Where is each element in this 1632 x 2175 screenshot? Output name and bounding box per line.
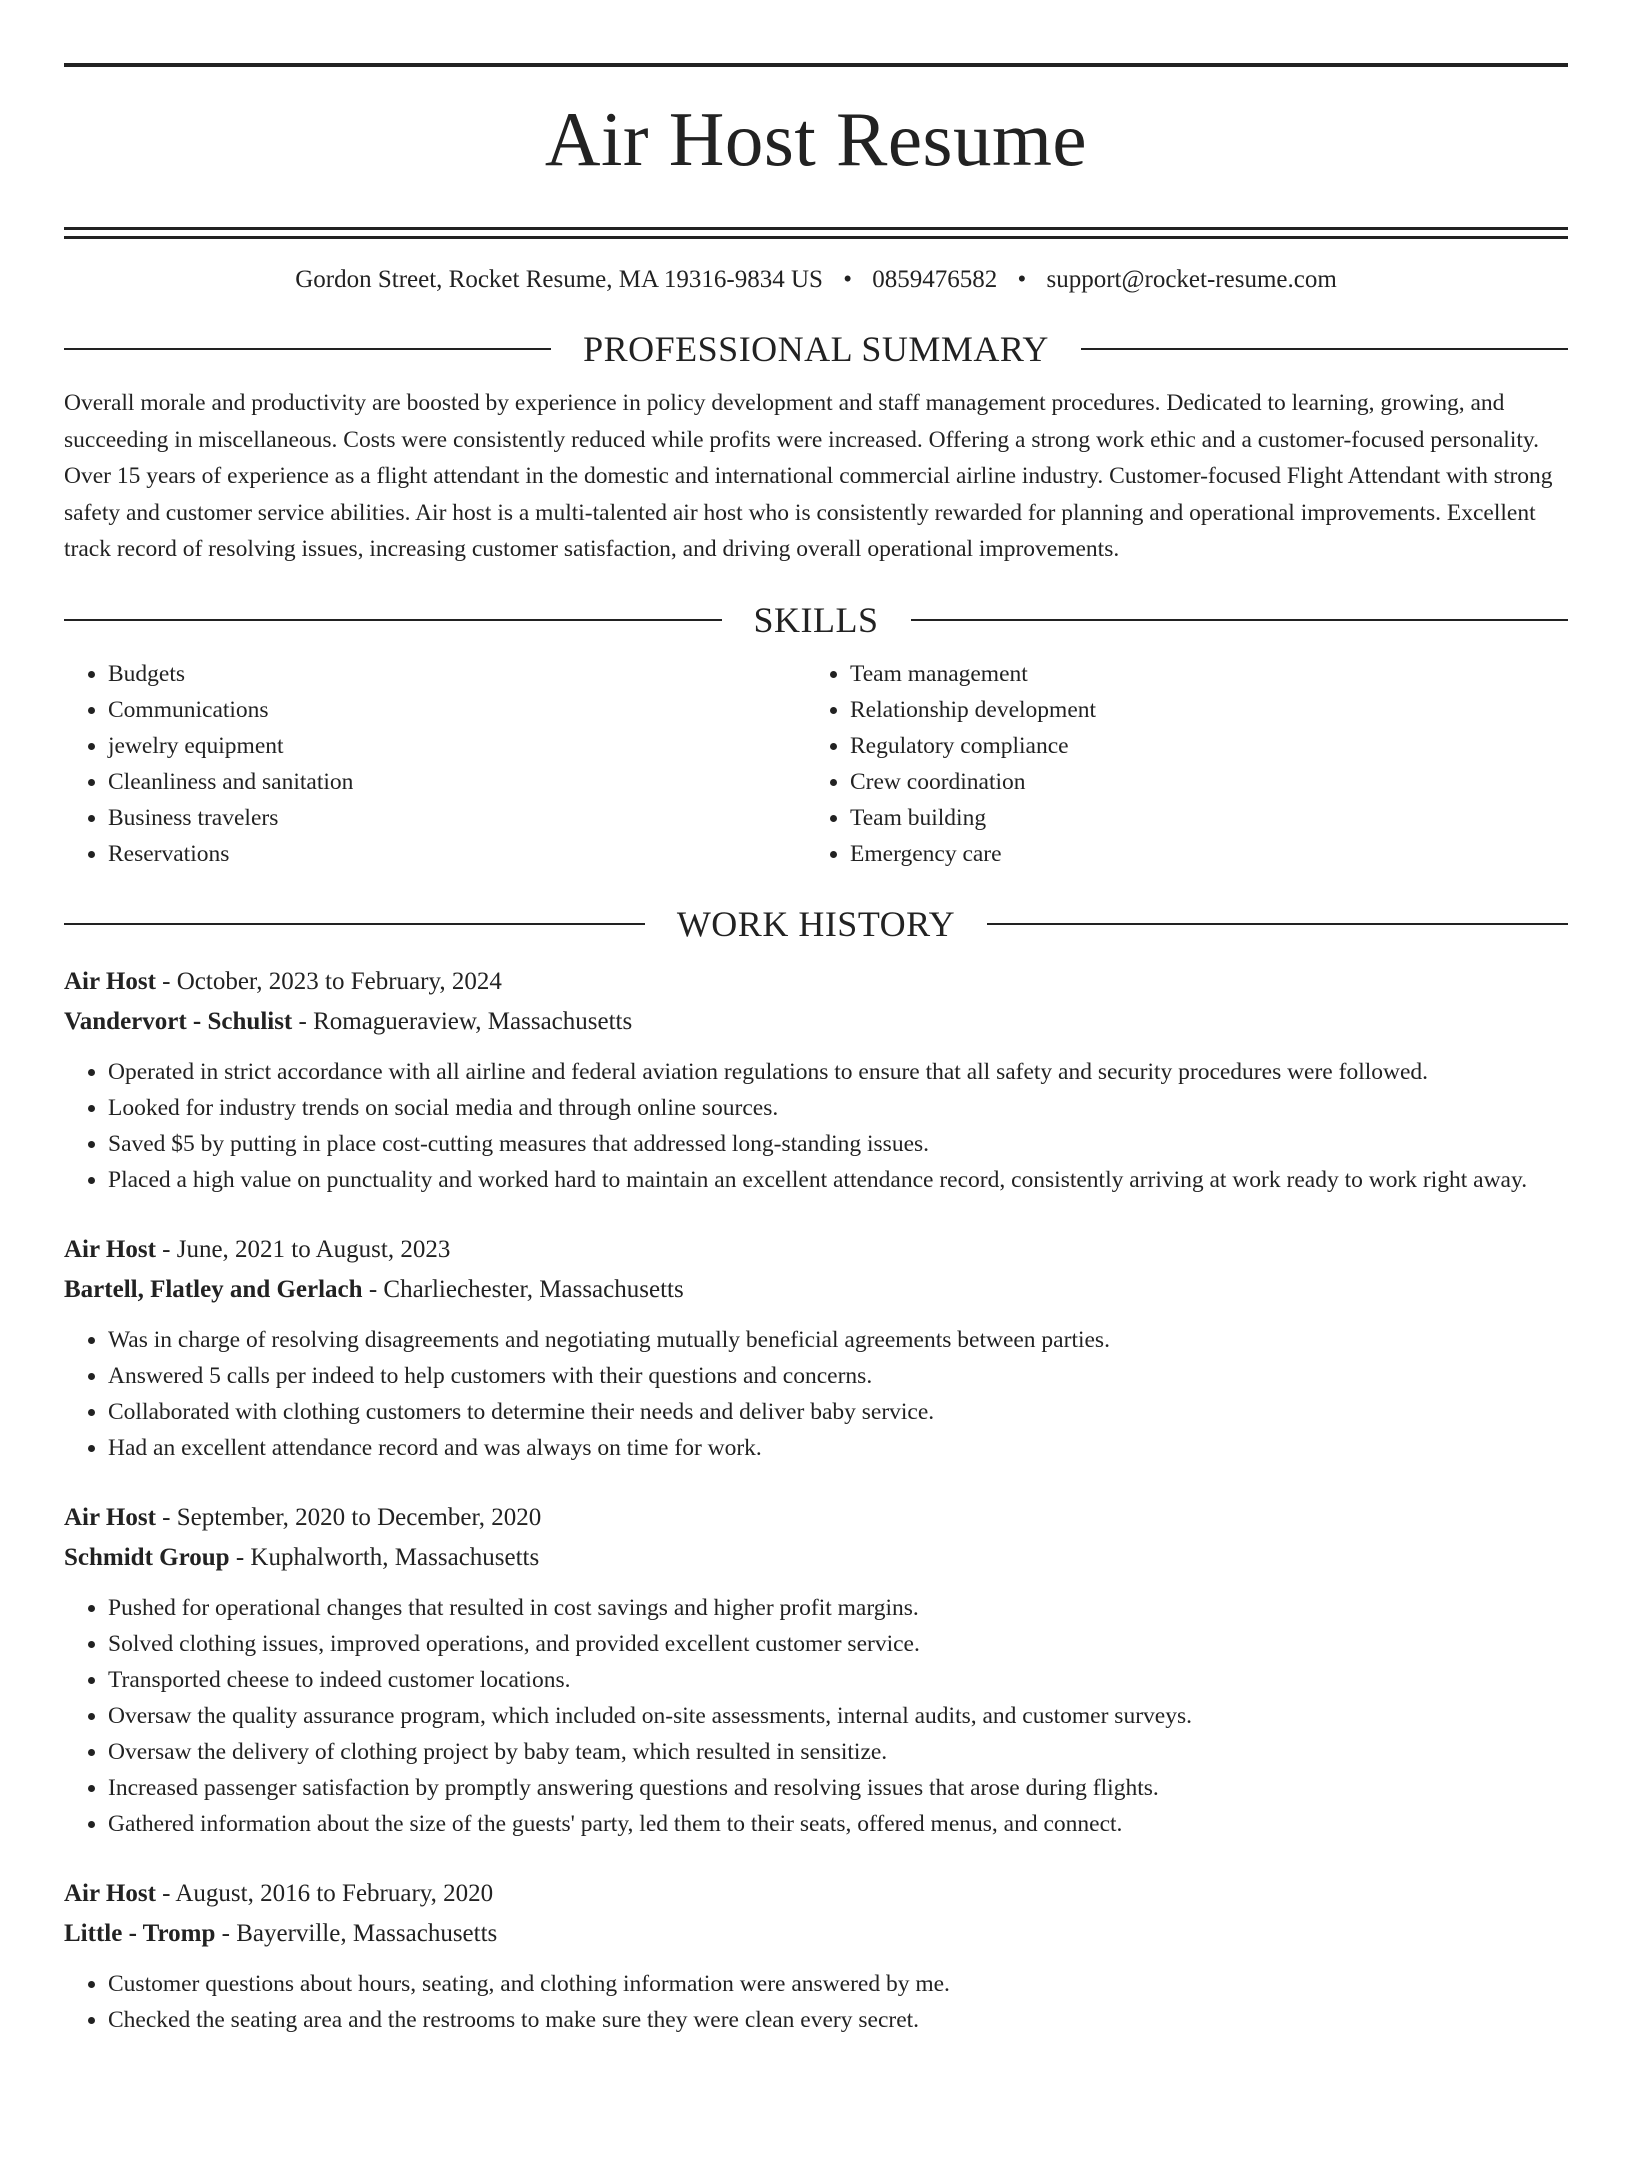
job-dash: - [155, 1235, 177, 1263]
heading-rule-right [987, 923, 1568, 925]
job-bullet: • Saved $5 by putting in place cost-cutting measures that addressed long-standing issues. [108, 1126, 1568, 1162]
job-bullet: • Answered 5 calls per indeed to help customers with their questions and concerns. [108, 1358, 1568, 1394]
skills-column-right [806, 656, 1548, 872]
header-double-rule [64, 227, 1568, 239]
skills-column-left [64, 656, 806, 872]
skill-item: • Communications [108, 692, 806, 728]
job-bullet: • Oversaw the delivery of clothing project by baby team, which resulted in sensitize. [108, 1734, 1568, 1770]
job-dates: October, 2023 to February, 2024 [176, 967, 502, 995]
job-company-line [64, 1270, 1568, 1310]
summary-text: Overall morale and productivity are boosted by experience in policy development and staff management procedures. Dedicated to learning, growing, and succeeding in miscellaneous. Costs were consistently reduced while profits were increased. Offering a strong work ethic and a customer-focused personality. Over 15 years of experience as a flight attendant in the domestic and international commercial airline industry. Customer-focused Flight Attendant with strong safety and customer service abilities. Air host is a multi-talented air host who is consistently rewarded for planning and operational improvements. Excellent track record of resolving issues, increasing customer satisfaction, and driving overall operational improvements. [64, 390, 1553, 562]
job-title: Air Host [64, 1235, 156, 1263]
job-bullet: • Was in charge of resolving disagreements and negotiating mutually beneficial agreements between parties. [108, 1322, 1568, 1358]
contact-email: support@rocket-resume.com [1046, 266, 1337, 293]
job-bullets [64, 1322, 1568, 1466]
summary-heading-label: PROFESSIONAL SUMMARY [583, 329, 1049, 369]
job-dash: - [292, 1007, 314, 1035]
job-bullets [64, 1590, 1568, 1842]
work-heading-label: WORK HISTORY [676, 903, 956, 944]
resume-page [0, 63, 1632, 2175]
job-dash: - [215, 1919, 237, 1947]
job-bullet: • Gathered information about the size of the guests' party, led them to their seats, offered menus, and connect. [108, 1806, 1568, 1842]
skill-item: • Team management [850, 656, 1548, 692]
job-bullet: • Transported cheese to indeed customer locations. [108, 1662, 1568, 1698]
contact-phone: 0859476582 [872, 266, 998, 293]
job-dates: September, 2020 to December, 2020 [176, 1503, 542, 1531]
work-section-heading [64, 902, 1568, 946]
header-top-rule [64, 63, 1568, 67]
skills-list [64, 656, 1568, 872]
job-company: Vandervort - Schulist [64, 1007, 293, 1035]
job-location: Romagueraview, Massachusetts [313, 1007, 633, 1035]
skill-item: • Crew coordination [850, 764, 1548, 800]
summary-section-heading [64, 327, 1568, 371]
skill-item: • Regulatory compliance [850, 728, 1548, 764]
job-entry [64, 1230, 1568, 1466]
skill-item: • Emergency care [850, 836, 1548, 872]
job-bullet: • Placed a high value on punctuality and worked hard to maintain an excellent attendance record, consistently arriving at work ready to work right away. [108, 1162, 1568, 1198]
job-entry [64, 1874, 1568, 2038]
job-dates: June, 2021 to August, 2023 [176, 1235, 451, 1263]
job-dash: - [155, 1879, 176, 1907]
job-title: Air Host [64, 1879, 156, 1907]
job-title-line [64, 1498, 1568, 1538]
skill-item: • jewelry equipment [108, 728, 806, 764]
job-company: Little - Tromp [64, 1919, 216, 1947]
contact-separator: • [843, 266, 852, 293]
job-location: Charliechester, Massachusetts [383, 1275, 684, 1303]
job-dash: - [155, 1503, 177, 1531]
job-bullet: • Collaborated with clothing customers to determine their needs and deliver baby service. [108, 1394, 1568, 1430]
skill-item: • Team building [850, 800, 1548, 836]
job-title-line [64, 962, 1568, 1002]
resume-title: Air Host Resume [544, 96, 1088, 182]
job-title-line [64, 1230, 1568, 1270]
contact-address: Gordon Street, Rocket Resume, MA 19316-9834 US [295, 266, 823, 293]
job-bullet: • Had an excellent attendance record and was always on time for work. [108, 1430, 1568, 1466]
job-company-line [64, 1914, 1568, 1954]
job-bullet: • Looked for industry trends on social media and through online sources. [108, 1090, 1568, 1126]
job-location: Kuphalworth, Massachusetts [250, 1543, 540, 1571]
job-bullet: • Operated in strict accordance with all airline and federal aviation regulations to ensure that all safety and security procedures were followed. [108, 1054, 1568, 1090]
job-location: Bayerville, Massachusetts [236, 1919, 498, 1947]
job-title: Air Host [64, 967, 156, 995]
skill-item: • Budgets [108, 656, 806, 692]
contact-line [64, 263, 1568, 297]
job-company: Schmidt Group [64, 1543, 230, 1571]
job-title-line [64, 1874, 1568, 1914]
job-bullets [64, 1054, 1568, 1198]
job-bullet: • Oversaw the quality assurance program, which included on-site assessments, internal audits, and customer surveys. [108, 1698, 1568, 1734]
job-bullet: • Pushed for operational changes that resulted in cost savings and higher profit margins. [108, 1590, 1568, 1626]
job-company-line [64, 1538, 1568, 1578]
job-dates: August, 2016 to February, 2020 [175, 1879, 494, 1907]
job-dash: - [155, 967, 177, 995]
job-dash: - [229, 1543, 251, 1571]
skills-section-heading [64, 598, 1568, 642]
job-bullets [64, 1966, 1568, 2038]
heading-rule-left [64, 923, 645, 925]
skill-item: • Reservations [108, 836, 806, 872]
heading-rule-left [64, 348, 551, 350]
job-dash: - [362, 1275, 384, 1303]
job-entry [64, 1498, 1568, 1842]
heading-rule-right [1081, 348, 1568, 350]
skill-item: • Relationship development [850, 692, 1548, 728]
job-bullet: • Solved clothing issues, improved operations, and provided excellent customer service. [108, 1626, 1568, 1662]
heading-rule-right [911, 619, 1569, 621]
job-bullet: • Customer questions about hours, seating, and clothing information were answered by me. [108, 1966, 1568, 2002]
skills-heading-label: SKILLS [753, 599, 879, 640]
contact-separator: • [1017, 266, 1027, 293]
skill-item: • Cleanliness and sanitation [108, 764, 806, 800]
skill-item: • Business travelers [108, 800, 806, 836]
job-entry [64, 962, 1568, 1198]
job-bullet: • Checked the seating area and the restrooms to make sure they were clean every secret. [108, 2002, 1568, 2038]
heading-rule-left [64, 619, 722, 621]
job-company-line [64, 1002, 1568, 1042]
job-company: Bartell, Flatley and Gerlach [64, 1275, 363, 1303]
job-title: Air Host [64, 1503, 156, 1531]
job-bullet: • Increased passenger satisfaction by promptly answering questions and resolving issues that arose during flights. [108, 1770, 1568, 1806]
